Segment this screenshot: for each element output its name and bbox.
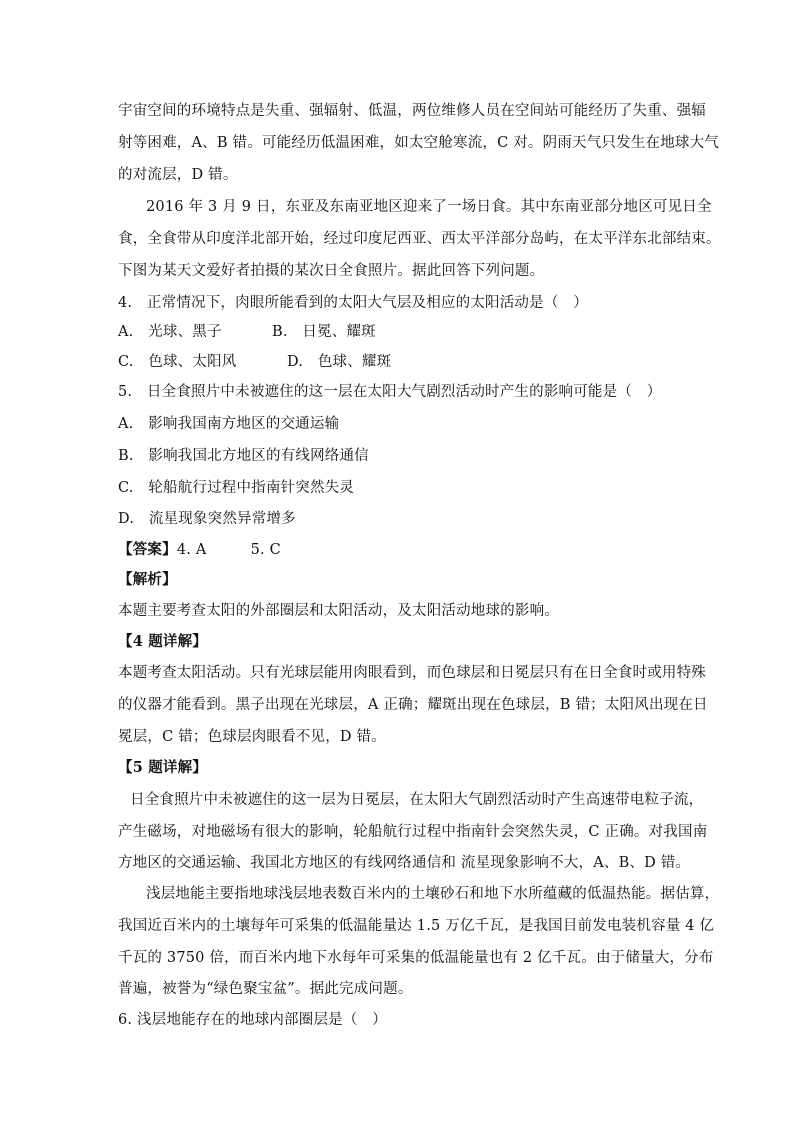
- detail-5-line-3: 方地区的交通运输、我国北方地区的有线网络通信和 流星现象影响不大，A、B、D 错。: [118, 855, 691, 871]
- question-5-option-d: D. 流星现象突然异常增多: [118, 511, 296, 527]
- detail-4-line-2: 的仪器才能看到。黑子出现在光球层，A 正确；耀斑出现在色球层，B 错；太阳风出现在日: [118, 697, 708, 713]
- detail-4-label: 【4 题详解】: [118, 633, 208, 650]
- paragraph-2-line-3: 下图为某天文爱好者拍摄的某次日全食照片。据此回答下列问题。: [118, 263, 545, 279]
- paragraph-3-line-1: 浅层地能主要指地球浅层地表数百米内的土壤砂石和地下水所蕴藏的低温热能。据估算，: [146, 886, 720, 902]
- question-5-stem: 5. 日全食照片中未被遮住的这一层在太阳大气剧烈活动时产生的影响可能是（ ）: [118, 384, 662, 400]
- question-4-option-b: B. 日冕、耀斑: [272, 324, 376, 340]
- paragraph-2-line-2: 食，全食带从印度洋北部开始，经过印度尼西亚、西太平洋部分岛屿，在太平洋东北部结束。: [118, 231, 721, 247]
- detail-5-line-2: 产生磁场，对地磁场有很大的影响，轮船航行过程中指南针会突然失灵，C 正确。对我国南: [118, 824, 708, 840]
- question-4-option-a: A. 光球、黑子: [118, 324, 222, 340]
- detail-4-line-1: 本题考查太阳活动。只有光球层能用肉眼看到，而色球层和日冕层只有在日全食时或用特殊: [118, 665, 706, 681]
- answer-label: 【答案】: [118, 541, 177, 558]
- question-4-option-d: D. 色球、耀斑: [287, 354, 392, 370]
- detail-5-label: 【5 题详解】: [118, 759, 208, 776]
- question-5-option-c: C. 轮船航行过程中指南针突然失灵: [118, 480, 355, 496]
- question-5-option-a: A. 影响我国南方地区的交通运输: [118, 416, 340, 432]
- question-6-stem: 6. 浅层地能存在的地球内部圈层是（ ）: [118, 1012, 387, 1028]
- analysis-label: 【解析】: [118, 571, 177, 588]
- answer-row: [118, 540, 281, 560]
- analysis-text: 本题主要考查太阳的外部圈层和太阳活动，及太阳活动地球的影响。: [118, 603, 559, 619]
- detail-4-line-3: 冕层，C 错；色球层肉眼看不见，D 错。: [118, 729, 386, 745]
- paragraph-1-line-2: 射等困难，A、B 错。可能经历低温困难，如太空舱寒流，C 对。阴雨天气只发生在地球大气: [118, 135, 720, 151]
- question-4-option-c: C. 色球、太阳风: [118, 354, 237, 370]
- paragraph-3-line-2: 我国近百米内的土壤每年可采集的低温能量达 1.5 万亿千瓦，是我国目前发电装机容量 4 亿: [118, 918, 715, 934]
- paragraph-1-line-3: 的对流层，D 错。: [118, 167, 238, 183]
- detail-5-line-1: 日全食照片中未被遮住的这一层为日冕层，在太阳大气剧烈活动时产生高速带电粒子流，: [130, 792, 704, 808]
- answer-text: 4. A 5. C: [176, 542, 281, 558]
- question-4-stem: 4. 正常情况下，肉眼所能看到的太阳大气层及相应的太阳活动是（ ）: [118, 295, 588, 311]
- question-5-option-b: B. 影响我国北方地区的有线网络通信: [118, 448, 369, 464]
- paragraph-2-line-1: 2016 年 3 月 9 日，东亚及东南亚地区迎来了一场日食。其中东南亚部分地区可见日全: [146, 199, 712, 215]
- paragraph-3-line-3: 千瓦的 3750 倍，而百米内地下水每年可采集的低温能量也有 2 亿千瓦。由于储量大，分布: [118, 950, 714, 966]
- paragraph-3-line-4: 普遍，被誉为“绿色聚宝盆”。据此完成问题。: [118, 981, 413, 997]
- paragraph-1-line-1: 宇宙空间的环境特点是失重、强辐射、低温，两位维修人员在空间站可能经历了失重、强辐: [118, 103, 706, 119]
